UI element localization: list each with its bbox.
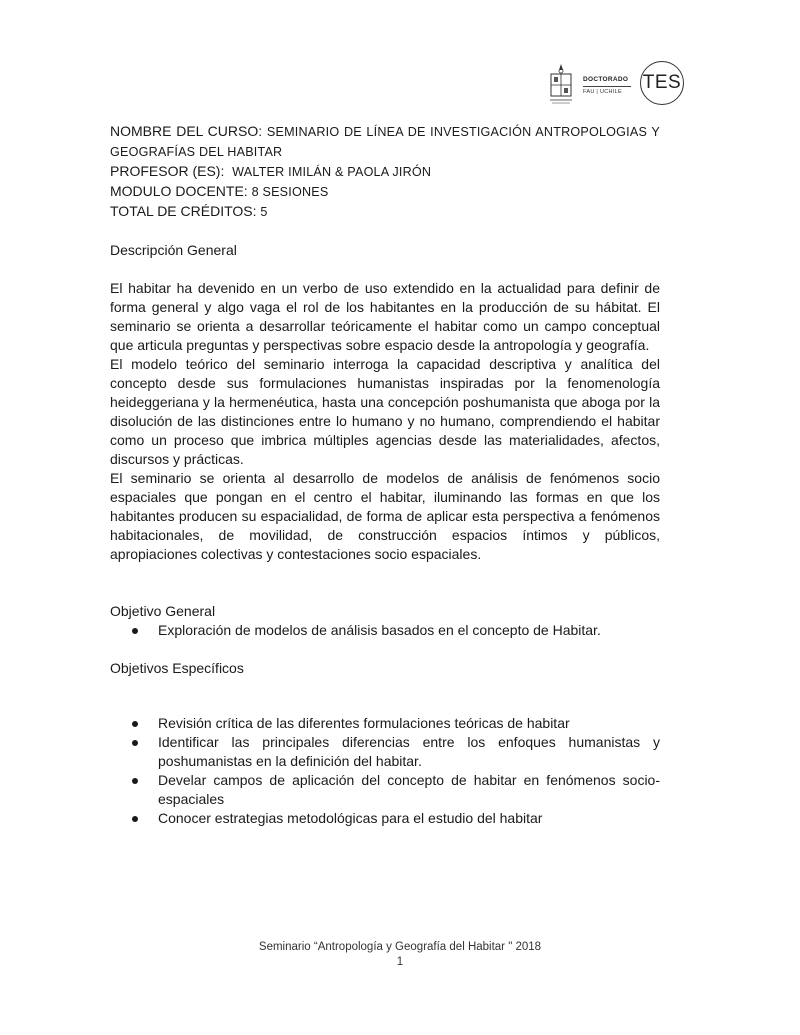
list-item-text: Exploración de modelos de análisis basados en el concepto de Habitar. <box>158 622 601 638</box>
creditos-label: TOTAL DE CRÉDITOS: <box>110 203 257 219</box>
objetivo-general-heading: Objetivo General <box>110 603 216 619</box>
fau-uchile-label: FAU | UCHILE <box>583 89 622 95</box>
creditos-value: 5 <box>260 205 268 219</box>
header-logos <box>548 60 683 110</box>
page-footer <box>0 940 800 970</box>
document-body <box>110 122 660 828</box>
course-name-line <box>110 122 660 142</box>
course-name-label: NOMBRE DEL CURSO: <box>110 123 263 139</box>
course-name-value-2: GEOGRAFÍAS DEL HABITAR <box>110 145 283 159</box>
list-item-text: Develar campos de aplicación del concepto de habitar en fenómenos socio-espaciales <box>158 772 660 807</box>
descripcion-paragraph: El habitar ha devenido en un verbo de uso extendido en la actualidad para definir de forma general y algo vaga el rol de los habitantes en la producción de su hábitat. El seminario se orienta a desarrollar teóricamente el habitar como un campo conceptual que articula preguntas y perspectivas sobre espacio desde la antropología y geografía. <box>110 280 660 353</box>
modulo-value: 8 SESIONES <box>251 185 329 199</box>
list-item-text: Identificar las principales diferencias entre los enfoques humanistas y poshumanistas en la definición del habitar. <box>158 734 660 769</box>
doctorado-label: DOCTORADO <box>583 76 629 83</box>
objetivos-especificos-list <box>110 714 660 828</box>
list-item <box>110 621 660 640</box>
bullet-icon <box>132 721 138 727</box>
profesor-label: PROFESOR (ES): <box>110 163 225 179</box>
descripcion-paragraph: El modelo teórico del seminario interroga la capacidad descriptiva y analítica del concepto desde sus formulaciones humanistas inspiradas por la fenomenología heideggeriana y la hermenéutica, hasta una concepción poshumanista que aboga por la disolución de las distinciones entre lo humano y no humano, comprendiendo el habitar como un proceso que imbrica múltiples agencias desde las materialidades, afectos, discursos y prácticas. <box>110 356 660 467</box>
modulo-label: MODULO DOCENTE: <box>110 183 248 199</box>
list-item-text: Conocer estrategias metodológicas para el estudio del habitar <box>158 810 543 826</box>
doctorado-divider <box>583 86 631 87</box>
list-item <box>110 714 660 733</box>
descripcion-heading: Descripción General <box>110 242 237 258</box>
course-name-line-2 <box>110 142 660 162</box>
bullet-icon <box>132 740 138 746</box>
objetivos-especificos-heading: Objetivos Específicos <box>110 660 244 676</box>
tes-logo: TES <box>640 61 684 105</box>
bullet-icon <box>132 816 138 822</box>
list-item <box>110 733 660 771</box>
profesor-value: WALTER IMILÁN & PAOLA JIRÓN <box>232 165 432 179</box>
course-name-value: SEMINARIO DE LÍNEA DE INVESTIGACIÓN ANTROPOLOGIAS Y <box>266 125 661 139</box>
bullet-icon <box>132 778 138 784</box>
page-number: 1 <box>396 956 404 968</box>
objetivo-general-list <box>110 621 660 640</box>
footer-title: Seminario “Antropología y Geografía del Habitar " 2018 <box>258 941 542 953</box>
list-item-text: Revisión crítica de las diferentes formulaciones teóricas de habitar <box>158 715 570 731</box>
bullet-icon <box>132 628 138 634</box>
modulo-line <box>110 182 660 202</box>
creditos-line <box>110 202 660 222</box>
list-item <box>110 809 660 828</box>
descripcion-paragraph: El seminario se orienta al desarrollo de modelos de análisis de fenómenos socio espaciales que pongan en el centro el habitar, iluminando las formas en que los habitantes producen su espacialidad, de forma de aplicar esta perspectiva a fenómenos habitacionales, de movilidad, de construcción espacios íntimos y públicos, apropiaciones colectivas y contestaciones socio espaciales. <box>110 470 660 562</box>
profesor-line <box>110 162 660 182</box>
list-item <box>110 771 660 809</box>
university-seal-icon <box>548 62 574 106</box>
